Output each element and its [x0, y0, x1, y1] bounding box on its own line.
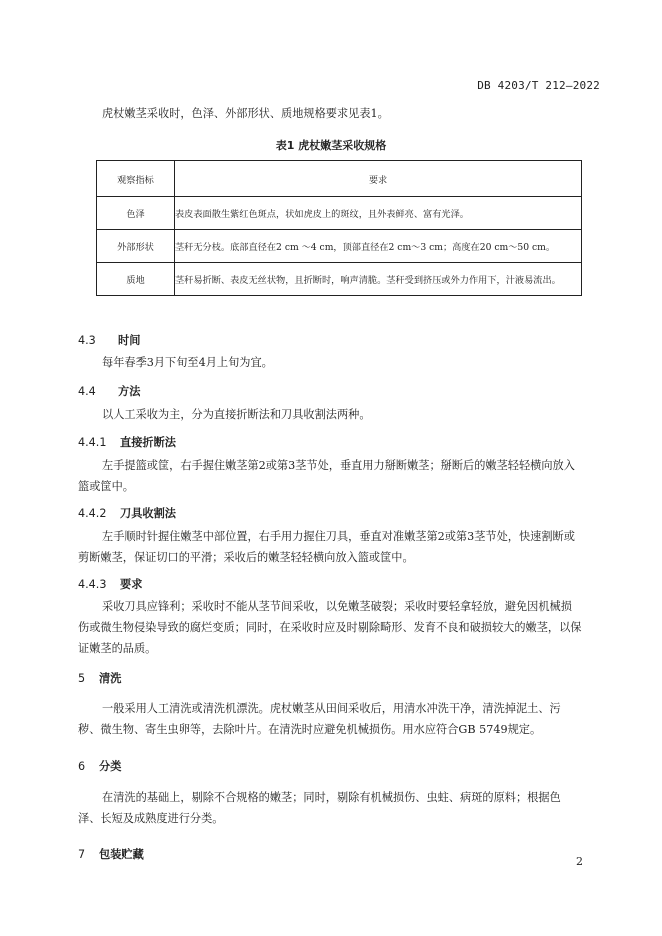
spec-table [96, 160, 582, 296]
table-cell: 茎秆易折断、表皮无丝状物，且折断时，响声清脆。茎秆受到挤压或外力作用下，汁液易流出。 [175, 263, 582, 296]
section-heading-4-3 [78, 332, 140, 348]
table-cell: 质地 [97, 263, 175, 296]
table-header-row [97, 161, 582, 197]
section-text-5: 一般采用人工清洗或清洗机漂洗。虎杖嫩茎从田间采收后，用清水冲洗干净，清洗掉泥土、污秽、微生物、寄生虫卵等，去除叶片。在清洗时应避免机械损伤。用水应符合GB 5749规定。 [78, 702, 561, 736]
table-header-cell: 要求 [175, 161, 582, 197]
section-heading-6 [78, 758, 121, 774]
section-title: 方法 [118, 385, 141, 398]
section-heading-4-4-2 [78, 505, 176, 521]
section-number: 4.4.3 [78, 578, 107, 591]
section-title: 要求 [120, 578, 143, 591]
section-title: 包装贮藏 [99, 848, 144, 861]
section-heading-5 [78, 670, 121, 686]
section-text-4-3: 每年春季3月下旬至4月上旬为宜。 [102, 356, 273, 369]
section-number: 4.4.1 [78, 436, 107, 449]
table-cell: 表皮表面散生紫红色斑点，状如虎皮上的斑纹，且外表鲜亮、富有光泽。 [175, 197, 582, 230]
section-number: 5 [78, 672, 86, 685]
section-text-4-4-1: 左手提篮或筐，右手握住嫩茎第2或第3茎节处，垂直用力掰断嫩茎；掰断后的嫩茎轻轻横向放入篮或筐中。 [78, 459, 575, 493]
section-heading-4-4-1 [78, 434, 176, 450]
section-title: 清洗 [99, 672, 122, 685]
table-row [97, 263, 582, 296]
section-text-4-4-3: 采收刀具应锋利；采收时不能从茎节间采收，以免嫩茎破裂；采收时要轻拿轻放，避免因机械损伤或微生物侵染导致的腐烂变质；同时，在采收时应及时剔除畸形、发育不良和破损较大的嫩茎，以保证嫩茎的品质。 [78, 600, 582, 655]
section-number: 4.4 [78, 385, 96, 398]
standard-code: DB 4203/T 212—2022 [477, 79, 600, 92]
intro-paragraph: 虎杖嫩茎采收时，色泽、外部形状、质地规格要求见表1。 [102, 107, 389, 120]
section-title: 时间 [118, 334, 141, 347]
section-title: 分类 [99, 760, 122, 773]
section-text-6: 在清洗的基础上，剔除不合规格的嫩茎；同时，剔除有机械损伤、虫蛀、病斑的原料；根据色泽、长短及成熟度进行分类。 [78, 791, 561, 825]
table-cell: 色泽 [97, 197, 175, 230]
section-number: 4.4.2 [78, 507, 107, 520]
section-heading-4-4-3 [78, 576, 142, 592]
section-number: 6 [78, 760, 86, 773]
section-text-4-4: 以人工采收为主，分为直接折断法和刀具收割法两种。 [102, 408, 371, 421]
section-text-4-4-2: 左手顺时针握住嫩茎中部位置，右手用力握住刀具，垂直对准嫩茎第2或第3茎节处，快速割断或剪断嫩茎，保证切口的平滑；采收后的嫩茎轻轻横向放入篮或筐中。 [78, 530, 575, 564]
section-heading-7 [78, 846, 144, 862]
table-row [97, 197, 582, 230]
table-row [97, 230, 582, 263]
section-heading-4-4 [78, 383, 140, 399]
section-number: 4.3 [78, 334, 96, 347]
table-cell: 茎秆无分枝。底部直径在2 cm ～4 cm，顶部直径在2 cm～3 cm；高度在20 cm～50 cm。 [175, 230, 582, 263]
table-cell: 外部形状 [97, 230, 175, 263]
section-number: 7 [78, 848, 86, 861]
section-title: 直接折断法 [120, 436, 176, 449]
table-title: 表1 虎杖嫩茎采收规格 [275, 139, 387, 152]
page-number: 2 [576, 855, 583, 868]
section-title: 刀具收割法 [120, 507, 176, 520]
table-header-cell: 观察指标 [97, 161, 175, 197]
